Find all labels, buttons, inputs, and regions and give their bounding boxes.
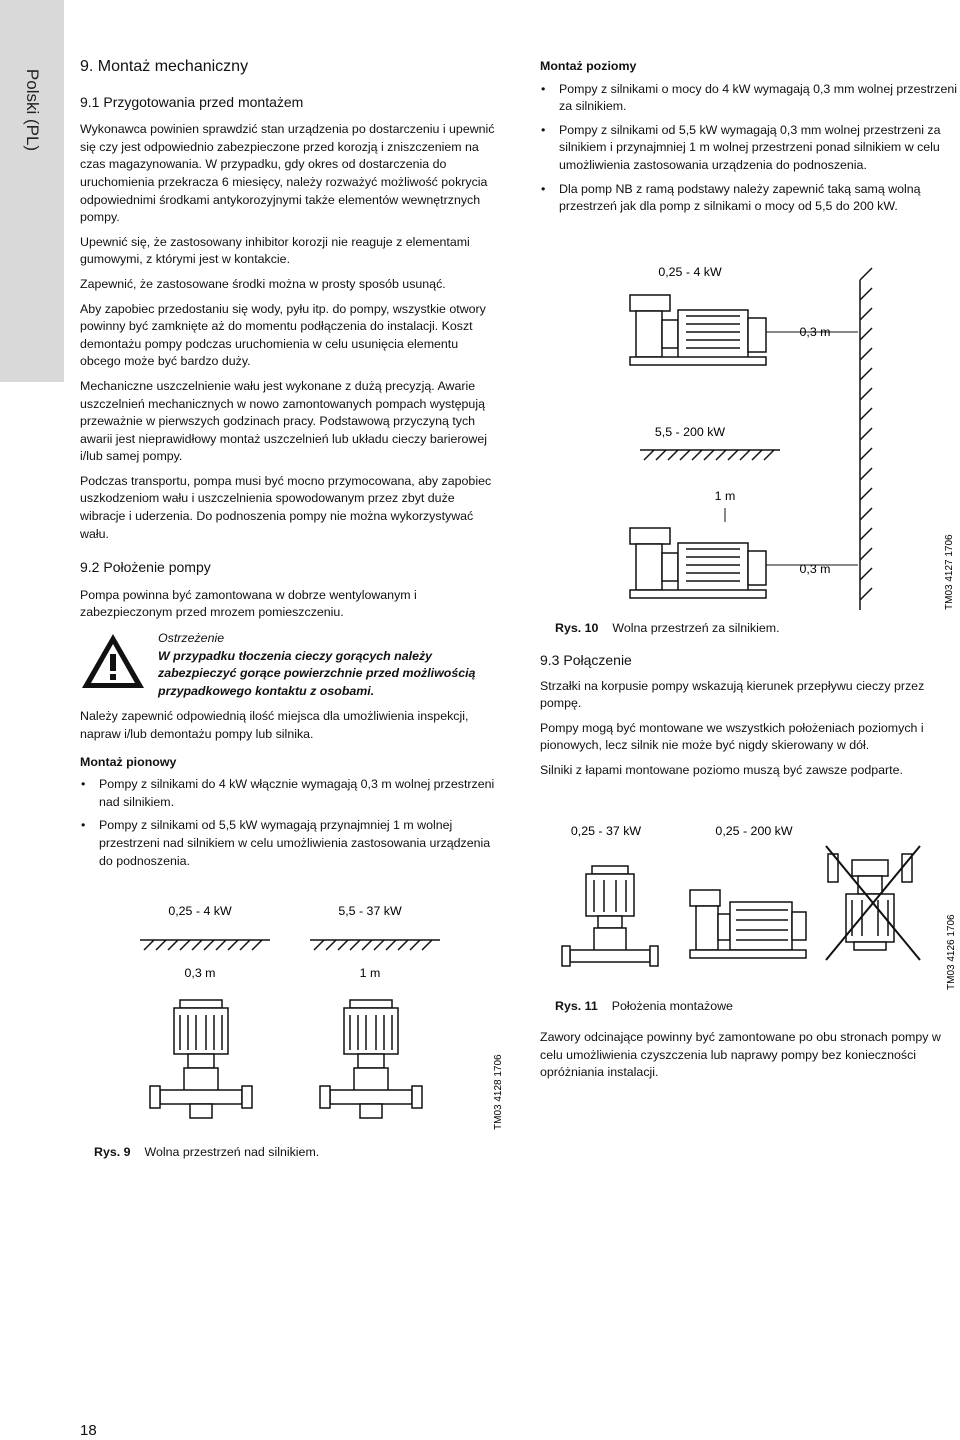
figure-11-caption [555,999,733,1013]
page-number: 18 [80,1422,97,1439]
fig9-right-power: 5,5 - 37 kW [338,904,402,918]
mount-pos-vertical [562,866,658,966]
fig10-top-distance: 0,3 m [799,325,831,339]
horizontal-mount-heading: Montaż poziomy [540,59,637,73]
section-9-3 [540,652,960,787]
paragraph: Wykonawca powinien sprawdzić stan urządzenia po dostarczeniu i upewnić się czy jest odpowiednio zabezpieczone przed korozją i zniszczeniem na czas magazynowania. W przypadku, gdy okres od dostarczenia do uruchomienia przekracza 6 miesięcy, należy rozważyć możliwość pokrycia odpowiednimi środkami antykorozyjnymi także elementów wewnętrznych pompy. [80,122,495,225]
right-column [540,58,960,222]
list-item: • Pompy z silnikami o mocy do 4 kW wymagają 0,3 mm wolnej przestrzeni za silnikiem. [540,81,960,116]
figure-10-diagram [600,250,960,620]
fig9-left-power: 0,25 - 4 kW [168,904,232,918]
heading-9-1: 9.1 Przygotowania przed montażem [80,93,304,110]
figure-9-diagram [110,895,530,1145]
fig11-code: TM03 4126 1706 [946,914,957,990]
paragraph: Podczas transportu, pompa musi być mocno przymocowana, aby zapobiec uszkodzeniom wału i uszczelnienia spowodowanym przez zbyt duże wibracje i uderzenia. Do podnoszenia pompy nie można wykorzystywać wału. [80,473,492,541]
fig9-left-distance: 0,3 m [184,966,216,980]
paragraph: Upewnić się, że zastosowany inhibitor korozji nie reaguje z elementami gumowymi, z którymi jest w kontakcie. [80,234,470,267]
fig10-bottom-distance: 0,3 m [799,562,831,576]
warning-title: Ostrzeżenie [158,631,225,646]
paragraph: Aby zapobiec przedostaniu się wody, pyłu itp. do pompy, wszystkie otwory powinny być zamknięte aż do momentu podłączenia do instalacji. Koszt demontażu pompy podczas uruchomienia w celu usunięcia elementu obcego może być bardzo duży. [80,301,486,369]
vertical-pump-left [150,1000,252,1118]
figure-11-text: Położenia montażowe [611,999,733,1013]
wall [860,268,872,610]
paragraph: Pompa powinna być zamontowana w dobrze wentylowanym i zabezpieczonym przed mrozem pomieszczeniu. [80,587,417,620]
ceiling-left [140,940,270,950]
closing-paragraph-block [540,1029,960,1089]
language-label: Polski (PL) [23,68,42,152]
fig11-right-label: 0,25 - 200 kW [715,824,793,838]
fig10-code: TM03 4127 1706 [944,534,955,610]
list-item: • Pompy z silnikami od 5,5 kW wymagają 0,3 mm wolnej przestrzeni za silnikiem i przynajmniej 1 m wolnej przestrzeni ponad silnikiem w celu umożliwienia zastosowania urządzenia do podnoszenia. [540,122,960,175]
figure-11-diagram [540,818,960,998]
figure-10-caption [555,621,780,635]
ceiling-right [310,940,440,950]
list-item: • Pompy z silnikami od 5,5 kW wymagają przynajmniej 1 m wolnej przestrzeni nad silnikiem w celu umożliwienia zastosowania urządzenia do podnoszenia. [80,817,502,870]
warning-triangle-icon [80,632,146,690]
warning-box [80,630,502,700]
vertical-pump-right [320,1000,422,1118]
fig11-left-label: 0,25 - 37 kW [570,824,642,838]
fig9-right-distance: 1 m [359,966,381,980]
figure-9-caption [94,1145,319,1159]
paragraph: Zapewnić, że zastosowane środki można w prosty sposób usunąć. [80,276,446,291]
paragraph: Pompy mogą być montowane we wszystkich położeniach poziomych i pionowych, lecz silnik nie może być nigdy skierowany w dół. [540,720,924,753]
paragraph: Strzałki na korpusie pompy wskazują kierunek przepływu cieczy przez pompę. [540,678,925,711]
figure-10-text: Wolna przestrzeń za silnikiem. [612,621,780,635]
list-item: • Dla pomp NB z ramą podstawy należy zapewnić taką samą wolną przestrzeń jak dla pomp z silnikami o mocy od 5,5 do 200 kW. [540,181,960,216]
fig10-top-power: 0,25 - 4 kW [658,265,722,279]
mount-pos-horizontal [690,890,806,958]
fig9-code: TM03 4128 1706 [493,1054,504,1130]
heading-9-2: 9.2 Położenie pompy [80,559,211,576]
heading-9-3: 9.3 Połączenie [540,652,632,668]
paragraph: Należy zapewnić odpowiednią ilość miejsca dla umożliwienia inspekcji, napraw i/lub demontażu pompy lub silnika. [80,709,469,741]
horizontal-mount-list [540,81,960,216]
paragraph: Mechaniczne uszczelnienie wału jest wykonane z dużą precyzją. Awarie uszczelnień mechanicznych w nowo zamontowanych pompach występują przeważnie w pierwszych godzinach pracy. Podstawową przyczyną tych awarii jest nieprawidłowy montaż uszczelnień lub układu cieczy barierowej i/lub samej pompy. [80,378,488,464]
fig10-bottom-up-distance: 1 m [714,489,736,503]
horizontal-pump-top [630,295,766,365]
vertical-mount-heading: Montaż pionowy [80,754,177,769]
warning-text: W przypadku tłoczenia cieczy gorących należy zabezpieczyć gorące powierzchnie przed możliwością przypadkowego kontaktu z osobami. [158,648,476,698]
list-item: • Pompy z silnikami do 4 kW włącznie wymagają 0,3 m wolnej przestrzeni nad silnikiem. [80,776,502,811]
figure-9-text: Wolna przestrzeń nad silnikiem. [144,1145,320,1159]
figure-11-number: Rys. 11 [555,999,598,1013]
ceiling-bottom [640,450,780,460]
paragraph: Zawory odcinające powinny być zamontowane po obu stronach pompy w celu umożliwienia czyszczenia lub naprawy pompy bez konieczności opróżniania instalacji. [540,1030,941,1080]
fig10-bottom-power: 5,5 - 200 kW [654,425,726,439]
paragraph: Silniki z łapami montowane poziomo muszą być zawsze podparte. [540,762,903,777]
vertical-mount-list [80,776,502,870]
horizontal-pump-bottom [630,528,766,598]
figure-9-number: Rys. 9 [94,1145,131,1159]
figure-10-number: Rys. 10 [555,621,599,635]
section-title: 9. Montaż mechaniczny [80,58,249,75]
left-column [80,58,502,876]
language-side-tab [0,0,64,382]
